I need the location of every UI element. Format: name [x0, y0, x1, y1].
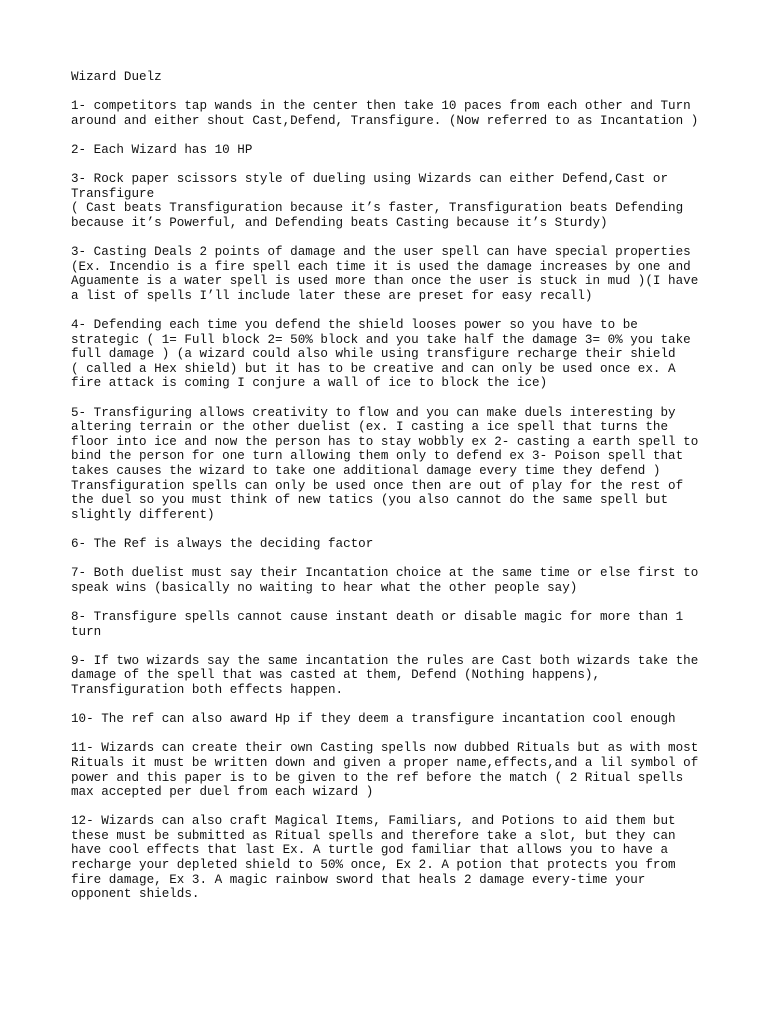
rule-paragraph-5: 5- Transfiguring allows creativity to flow and you can make duels interesting by altering terrain or the other duelist (ex. I casting a ice spell that turns the floor into ice and now the person has to stay wobbly ex 2- casting a earth spell to bind the person for one turn allowing them only to defend ex 3- Poison spell that takes causes the wizard to take one additional damage every time they defend ) Transfiguration spells can only be used once then are out of play for the rest of the duel so you must think of new tatics (you also cannot do the same spell but slightly different) [71, 405, 699, 522]
rule-paragraph-3b: 3- Casting Deals 2 points of damage and the user spell can have special properties (Ex. Incendio is a fire spell each time it is used the damage increases by one and Aguamente is a water spell is used more than once the user is stuck in mud )(I have a list of spells I’ll include later these are preset for easy recall) [71, 245, 699, 303]
document-page [71, 70, 711, 916]
rule-paragraph-3: 3- Rock paper scissors style of dueling using Wizards can either Defend,Cast or Transfigure ( Cast beats Transfiguration because it’s faster, Transfiguration beats Defending because it’s Powerful, and Defending beats Casting because it’s Sturdy) [71, 172, 684, 230]
rule-paragraph-7: 7- Both duelist must say their Incantation choice at the same time or else first to speak wins (basically no waiting to hear what the other people say) [71, 566, 699, 595]
rule-paragraph-12: 12- Wizards can also craft Magical Items, Familiars, and Potions to aid them but these must be submitted as Ritual spells and therefore take a slot, but they can have cool effects that last Ex. A turtle god familiar that allows you to have a recharge your depleted shield to 50% once, Ex 2. A potion that protects you from fire damage, Ex 3. A magic rainbow sword that heals 2 damage every-time your opponent shields. [71, 814, 676, 902]
rule-paragraph-2: 2- Each Wizard has 10 HP [71, 142, 253, 157]
rule-paragraph-4: 4- Defending each time you defend the shield looses power so you have to be strategic ( 1= Full block 2= 50% block and you take half the damage 3= 0% you take full damage ) (a wizard could also while using transfigure recharge their shield ( called a Hex shield) but it has to be creative and can only be used once ex. A fire attack is coming I conjure a wall of ice to block the ice) [71, 318, 691, 391]
rule-paragraph-8: 8- Transfigure spells cannot cause instant death or disable magic for more than 1 turn [71, 609, 684, 639]
rule-paragraph-6: 6- The Ref is always the deciding factor [71, 537, 374, 551]
rule-paragraph-1: 1- competitors tap wands in the center then take 10 paces from each other and Turn around and either shout Cast,Defend, Transfigure. (Now referred to as Incantation ) [71, 99, 699, 128]
rule-paragraph-9: 9- If two wizards say the same incantation the rules are Cast both wizards take the damage of the spell that was casted at them, Defend (Nothing happens), Transfiguration both effects happen. [71, 653, 699, 697]
document-title: Wizard Duelz [71, 70, 162, 84]
rule-paragraph-11: 11- Wizards can create their own Casting spells now dubbed Rituals but as with most Rituals it must be written down and given a proper name,effects,and a lil symbol of power and this paper is to be given to the ref before the match ( 2 Ritual spells max accepted per duel from each wizard ) [71, 741, 699, 800]
rule-paragraph-10: 10- The ref can also award Hp if they deem a transfigure incantation cool enough [71, 712, 676, 727]
